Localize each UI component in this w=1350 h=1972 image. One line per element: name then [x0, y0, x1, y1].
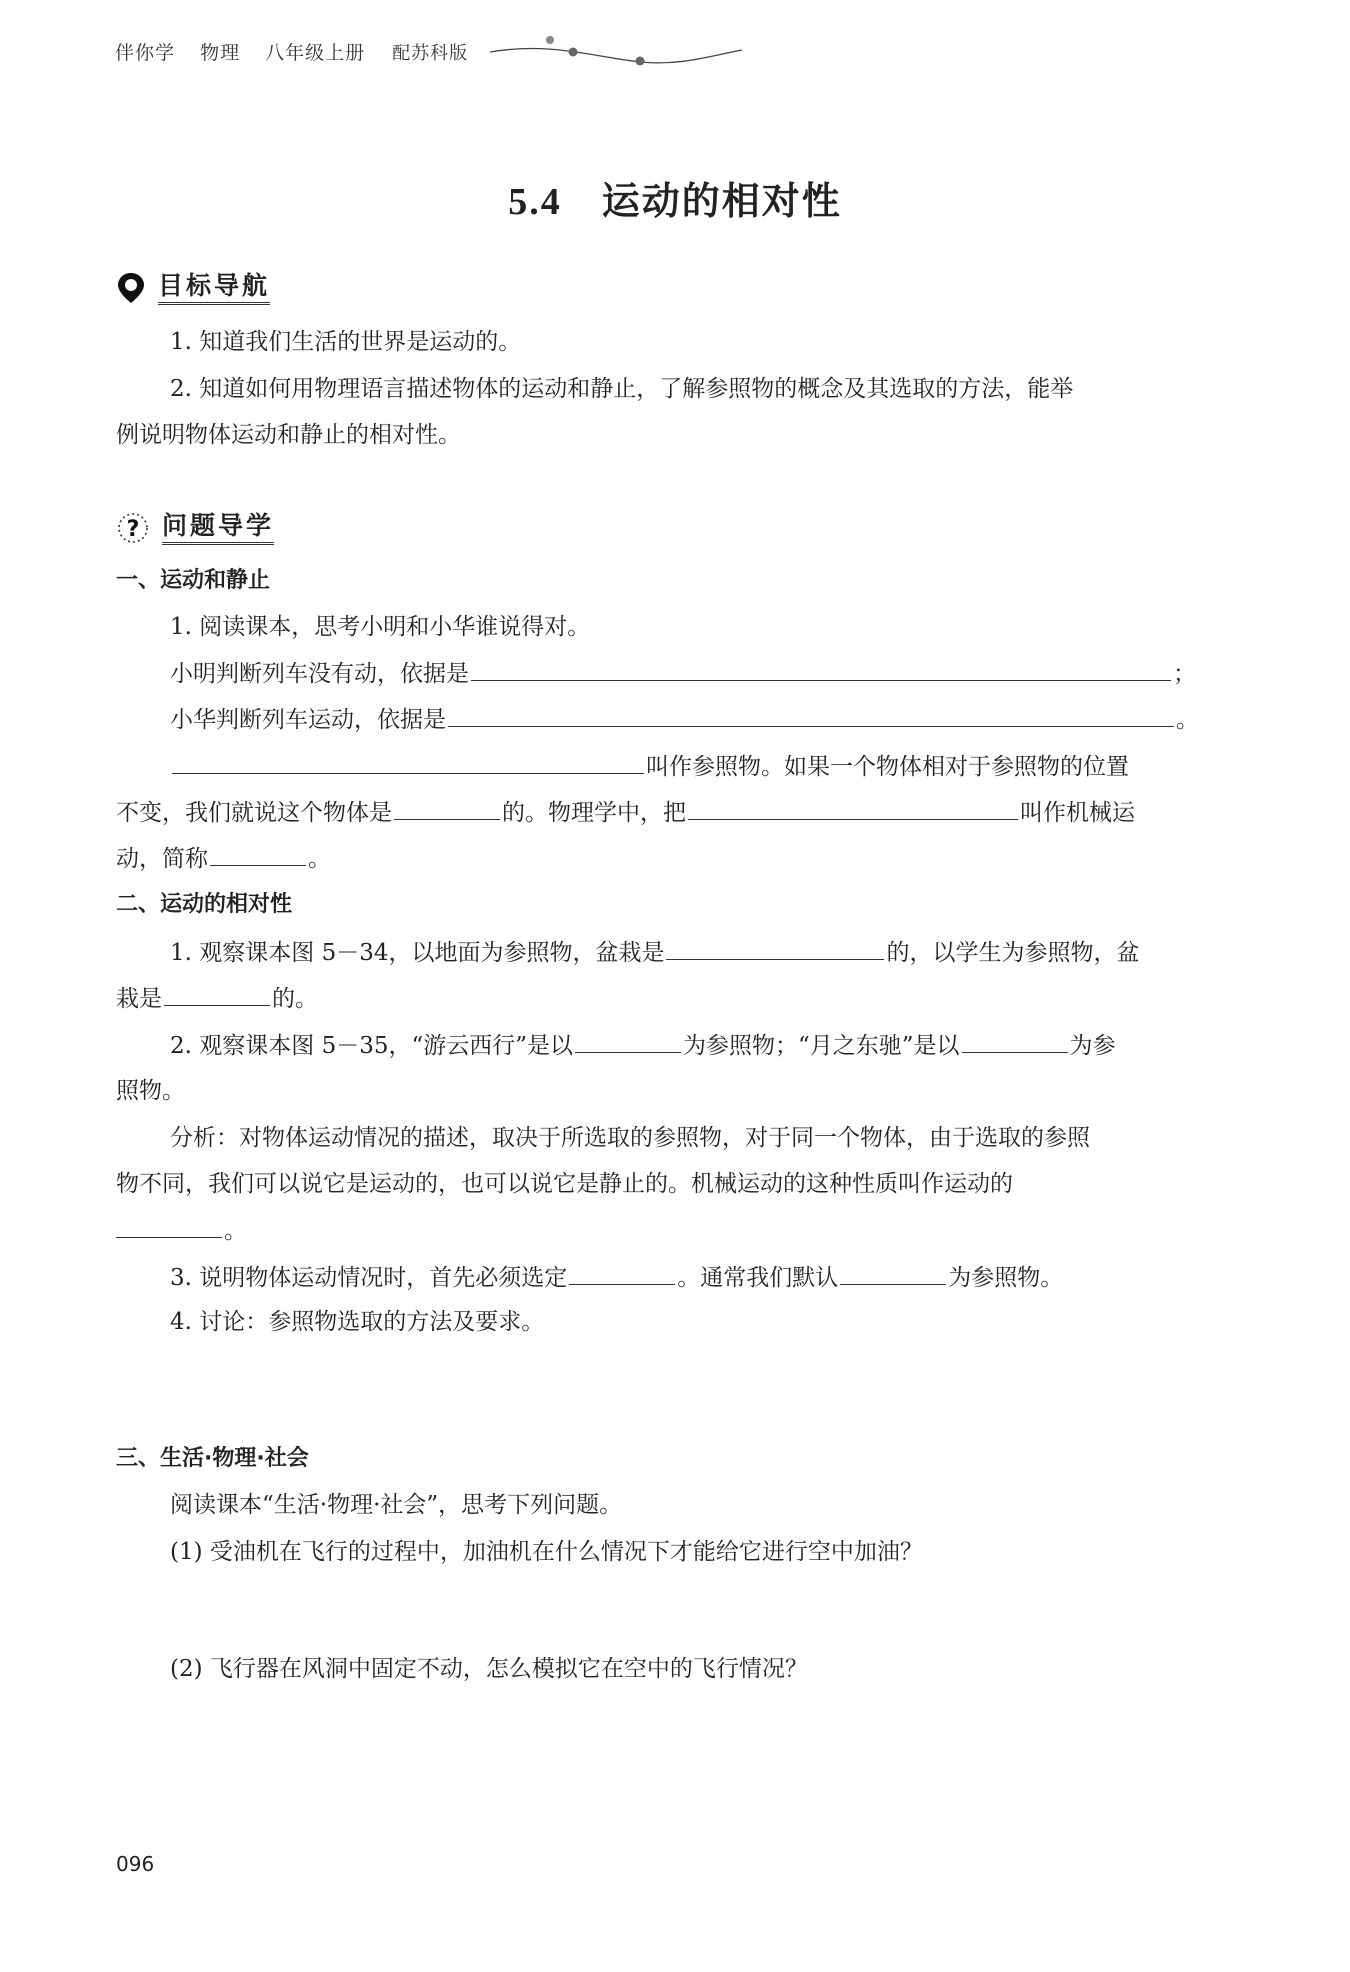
- reference-definition-text-5: 动，简称: [116, 846, 208, 872]
- xiaoming-basis-text: 小明判断列车没有动，依据是: [170, 661, 469, 687]
- part1-title: 一、运动和静止: [116, 568, 271, 593]
- part3-question-1: (1) 受油机在飞行的过程中，加油机在什么情况下才能给它进行空中加油？: [170, 1539, 923, 1565]
- part2-q3-text-1: 3. 说明物体运动情况时，首先必须选定: [170, 1265, 568, 1291]
- part2-q2-text-2: 为参照物；“月之东驰”是以: [682, 1033, 960, 1059]
- answer-blank[interactable]: [962, 1030, 1068, 1053]
- answer-blank[interactable]: [210, 843, 306, 866]
- goal-item-2-line-1: 2. 知道如何用物理语言描述物体的运动和静止，了解参照物的概念及其选取的方法，能举: [170, 376, 1074, 402]
- analysis-line-1: 分析：对物体运动情况的描述，取决于所选取的参照物，对于同一个物体，由于选取的参照: [170, 1125, 1090, 1151]
- xiaohua-basis-text: 小华判断列车运动，依据是: [170, 707, 446, 733]
- goals-heading-label: 目标导航: [158, 271, 270, 305]
- part3-question-2: (2) 飞行器在风洞中固定不动，怎么模拟它在空中的飞行情况？: [170, 1656, 808, 1682]
- part2-q2-text-3: 为参: [1069, 1033, 1116, 1059]
- goal-item-1: 1. 知道我们生活的世界是运动的。: [170, 329, 522, 355]
- analysis-line-2: 物不同，我们可以说它是运动的，也可以说它是静止的。机械运动的这种性质叫作运动的: [116, 1171, 1013, 1197]
- page-number: 096: [116, 1852, 155, 1876]
- part2-question-2-line-1: [170, 1030, 1241, 1061]
- punctuation: 。: [308, 846, 331, 872]
- grade-name: 八年级上册: [265, 42, 366, 64]
- answer-blank[interactable]: [164, 983, 270, 1006]
- answer-blank[interactable]: [394, 797, 500, 820]
- analysis-line-3: [116, 1215, 1241, 1246]
- guide-heading-label: 问题导学: [162, 511, 274, 545]
- header-decoration-icon: [490, 28, 750, 78]
- part2-q1-text-4: 的。: [272, 986, 318, 1012]
- subject-name: 物理: [200, 42, 241, 64]
- part2-q1-text-1: 1. 观察课本图 5－34，以地面为参照物，盆栽是: [170, 940, 665, 966]
- answer-blank[interactable]: [569, 1262, 675, 1285]
- reference-definition-text-4: 叫作机械运: [1020, 800, 1135, 826]
- reference-definition-text-3: 的。物理学中，把: [502, 800, 686, 826]
- running-header: [115, 38, 486, 65]
- page-title: [0, 170, 1350, 225]
- answer-blank[interactable]: [840, 1262, 946, 1285]
- answer-blank[interactable]: [116, 1215, 222, 1238]
- part3-title: 三、生活·物理·社会: [116, 1446, 309, 1471]
- part2-title: 二、运动的相对性: [116, 892, 293, 917]
- part2-question-4: 4. 讨论：参照物选取的方法及要求。: [170, 1309, 545, 1335]
- answer-blank[interactable]: [471, 658, 1171, 681]
- part2-q1-text-3: 栽是: [116, 986, 162, 1012]
- question-bulb-icon: [116, 511, 150, 545]
- part2-q3-text-2: 。通常我们默认: [677, 1265, 839, 1291]
- answer-blank[interactable]: [172, 751, 644, 774]
- answer-blank[interactable]: [666, 937, 884, 960]
- xiaohua-basis-line: [170, 704, 1241, 735]
- part2-question-1-line-1: [170, 937, 1241, 968]
- goal-item-2-line-2: 例说明物体运动和静止的相对性。: [116, 422, 461, 448]
- edition-name: 配苏科版: [392, 43, 469, 64]
- part2-question-2-line-2: 照物。: [116, 1078, 185, 1104]
- answer-blank[interactable]: [688, 797, 1018, 820]
- part1-question-1: 1. 阅读课本，思考小明和小华谁说得对。: [170, 614, 591, 640]
- part2-q1-text-2: 的，以学生为参照物，盆: [886, 940, 1140, 966]
- svg-text:?: ?: [126, 517, 140, 542]
- reference-definition-text-1: 叫作参照物。如果一个物体相对于参照物的位置: [646, 754, 1129, 780]
- location-pin-icon: [116, 271, 146, 305]
- reference-definition-line-3: [116, 843, 1241, 874]
- punctuation: ；: [1173, 661, 1196, 687]
- punctuation: 。: [1176, 707, 1199, 733]
- part2-question-1-line-2: [116, 983, 1241, 1014]
- guide-heading: [116, 508, 274, 548]
- reference-definition-line-1: [170, 751, 1241, 782]
- answer-blank[interactable]: [575, 1030, 681, 1053]
- part2-q3-text-3: 为参照物。: [948, 1265, 1064, 1291]
- reference-definition-text-2: 不变，我们就说这个物体是: [116, 800, 392, 826]
- part2-q2-text-1: 2. 观察课本图 5－35，“游云西行”是以: [170, 1033, 573, 1059]
- punctuation: 。: [224, 1218, 247, 1244]
- part3-intro: 阅读课本“生活·物理·社会”，思考下列问题。: [170, 1492, 623, 1518]
- xiaoming-basis-line: [170, 658, 1241, 689]
- section-number: 5.4: [508, 181, 562, 223]
- goals-heading: [116, 268, 270, 308]
- part2-question-3: [170, 1262, 1241, 1293]
- answer-blank[interactable]: [448, 704, 1174, 727]
- reference-definition-line-2: [116, 797, 1241, 828]
- section-title: 运动的相对性: [601, 178, 842, 223]
- series-name: 伴你学: [115, 42, 176, 64]
